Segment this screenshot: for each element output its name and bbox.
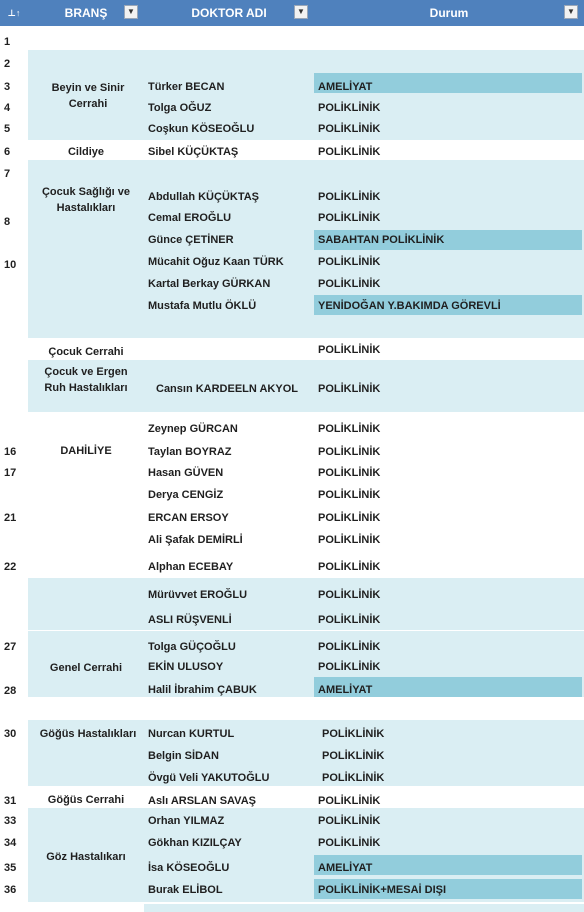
row-band xyxy=(28,578,584,630)
doktor-cell[interactable]: Coşkun KÖSEOĞLU xyxy=(148,123,255,135)
durum-cell[interactable]: SABAHTAN POLİKLİNİK xyxy=(318,234,445,246)
row-number[interactable]: 2 xyxy=(4,58,11,70)
brans-cell[interactable]: Çocuk ve Ergen Ruh Hastalıkları xyxy=(44,366,128,394)
durum-cell[interactable]: AMELİYAT xyxy=(318,684,373,696)
durum-cell[interactable]: POLİKLİNİK xyxy=(322,772,385,784)
row-number[interactable]: 36 xyxy=(4,884,17,896)
durum-cell[interactable]: POLİKLİNİK xyxy=(318,123,381,135)
row-number[interactable]: 21 xyxy=(4,512,17,524)
durum-cell[interactable]: POLİKLİNİK xyxy=(318,534,381,546)
doktor-cell[interactable]: EKİN ULUSOY xyxy=(148,661,224,673)
durum-cell[interactable]: POLİKLİNİK xyxy=(322,728,385,740)
durum-cell[interactable]: POLİKLİNİK xyxy=(318,589,381,601)
doktor-cell[interactable]: Aslı ARSLAN SAVAŞ xyxy=(148,795,256,807)
durum-cell[interactable]: POLİKLİNİK xyxy=(318,446,381,458)
row-number[interactable]: 5 xyxy=(4,123,11,135)
doktor-cell[interactable]: Orhan YILMAZ xyxy=(148,815,225,827)
brans-cell[interactable]: Cildiye xyxy=(67,146,105,158)
durum-cell[interactable]: POLİKLİNİK xyxy=(318,102,381,114)
durum-cell[interactable]: POLİKLİNİK xyxy=(322,750,385,762)
durum-cell[interactable]: POLİKLİNİK+MESAİ DIŞI xyxy=(318,884,447,896)
brans-cell[interactable]: Göz Hastalıkarı xyxy=(46,851,126,863)
doktor-cell[interactable]: Övgü Veli YAKUTOĞLU xyxy=(148,772,270,784)
doktor-cell[interactable]: Cemal EROĞLU xyxy=(148,212,232,224)
row-number[interactable]: 33 xyxy=(4,815,17,827)
brans-cell[interactable]: Genel Cerrahi xyxy=(49,662,123,674)
doktor-cell[interactable]: Taylan BOYRAZ xyxy=(148,446,232,458)
brans-cell[interactable]: DAHİLİYE xyxy=(60,445,112,457)
row-number[interactable]: 17 xyxy=(4,467,17,479)
durum-cell[interactable]: YENİDOĞAN Y.BAKIMDA GÖREVLİ xyxy=(318,300,501,312)
durum-cell[interactable]: POLİKLİNİK xyxy=(318,212,381,224)
durum-cell[interactable]: POLİKLİNİK xyxy=(318,561,381,573)
filter-dropdown-icon[interactable]: ▼ xyxy=(124,5,138,19)
column-label-durum: Durum xyxy=(429,6,469,20)
doktor-cell[interactable]: Tolga OĞUZ xyxy=(148,102,212,114)
doktor-cell[interactable]: Burak ELİBOL xyxy=(148,884,223,896)
durum-cell[interactable]: POLİKLİNİK xyxy=(318,795,381,807)
doktor-cell[interactable]: Günce ÇETİNER xyxy=(148,234,234,246)
doktor-cell[interactable]: Gökhan KIZILÇAY xyxy=(148,837,242,849)
row-number[interactable]: 34 xyxy=(4,837,17,849)
filter-dropdown-icon[interactable]: ▼ xyxy=(564,5,578,19)
row-number[interactable]: 8 xyxy=(4,216,11,228)
brans-cell[interactable]: Göğüs Hastalıkları xyxy=(39,728,137,740)
doktor-cell[interactable]: Nurcan KURTUL xyxy=(148,728,235,740)
column-label-brans: BRANŞ xyxy=(64,6,108,20)
row-number[interactable]: 6 xyxy=(4,146,11,158)
durum-cell[interactable]: AMELİYAT xyxy=(318,81,373,93)
row-number[interactable]: 3 xyxy=(4,81,11,93)
row-number[interactable]: 30 xyxy=(4,728,17,740)
durum-cell[interactable]: POLİKLİNİK xyxy=(318,641,381,653)
doktor-cell[interactable]: Sibel KÜÇÜKTAŞ xyxy=(148,146,239,158)
cell-divider xyxy=(28,549,142,550)
row-number[interactable]: 7 xyxy=(4,168,11,180)
doktor-cell[interactable]: Mücahit Oğuz Kaan TÜRK xyxy=(148,256,284,268)
doktor-cell[interactable]: Halil İbrahim ÇABUK xyxy=(148,684,257,696)
row-number[interactable]: 35 xyxy=(4,862,17,874)
doktor-cell[interactable]: Türker BECAN xyxy=(148,81,225,93)
doktor-cell[interactable]: Derya CENGİZ xyxy=(148,489,224,501)
durum-cell[interactable]: POLİKLİNİK xyxy=(318,344,381,356)
doktor-cell[interactable]: İsa KÖSEOĞLU xyxy=(148,862,230,874)
brans-cell[interactable]: Beyin ve Sinir Cerrahi xyxy=(51,82,125,110)
durum-cell[interactable]: POLİKLİNİK xyxy=(318,191,381,203)
row-number[interactable]: 16 xyxy=(4,446,17,458)
durum-cell[interactable]: POLİKLİNİK xyxy=(318,661,381,673)
durum-cell[interactable]: POLİKLİNİK xyxy=(318,423,381,435)
durum-cell[interactable]: POLİKLİNİK xyxy=(318,278,381,290)
durum-cell[interactable]: AMELİYAT xyxy=(318,862,373,874)
row-band xyxy=(144,904,584,912)
doktor-cell[interactable]: Ali Şafak DEMİRLİ xyxy=(148,534,243,546)
column-header-doktor[interactable] xyxy=(144,0,314,26)
brans-cell[interactable]: Çocuk Sağlığı ve Hastalıkları xyxy=(41,186,131,214)
row-number[interactable]: 27 xyxy=(4,641,17,653)
sort-filter-icon: ⊥↑ xyxy=(7,7,21,18)
row-header-corner[interactable] xyxy=(0,0,28,26)
brans-cell[interactable]: Çocuk Cerrahi xyxy=(48,346,124,358)
doktor-cell[interactable]: Mustafa Mutlu ÖKLÜ xyxy=(148,300,257,312)
durum-cell[interactable]: POLİKLİNİK xyxy=(318,467,381,479)
doktor-cell[interactable]: Hasan GÜVEN xyxy=(148,467,224,479)
doktor-cell[interactable]: Abdullah KÜÇÜKTAŞ xyxy=(148,191,260,203)
doktor-cell[interactable]: Mürüvvet EROĞLU xyxy=(148,589,248,601)
column-label-doktor: DOKTOR ADI xyxy=(191,6,267,20)
doktor-cell[interactable]: Kartal Berkay GÜRKAN xyxy=(148,278,271,290)
durum-cell[interactable]: POLİKLİNİK xyxy=(318,614,381,626)
filter-dropdown-icon[interactable]: ▼ xyxy=(294,5,308,19)
durum-cell[interactable]: POLİKLİNİK xyxy=(318,383,381,395)
row-number[interactable]: 4 xyxy=(4,102,11,114)
row-number[interactable]: 10 xyxy=(4,259,17,271)
doktor-cell[interactable]: Zeynep GÜRCAN xyxy=(148,423,238,435)
doktor-cell[interactable]: Tolga GÜÇOĞLU xyxy=(148,641,236,653)
row-number[interactable]: 22 xyxy=(4,561,17,573)
durum-cell[interactable]: POLİKLİNİK xyxy=(318,837,381,849)
durum-cell[interactable]: POLİKLİNİK xyxy=(318,256,381,268)
brans-cell[interactable]: Göğüs Cerrahi xyxy=(47,794,125,806)
doktor-cell[interactable]: ERCAN ERSOY xyxy=(148,512,229,524)
row-number[interactable]: 31 xyxy=(4,795,17,807)
doktor-cell[interactable]: Belgin SİDAN xyxy=(148,750,219,762)
durum-cell[interactable]: POLİKLİNİK xyxy=(318,815,381,827)
row-number[interactable]: 1 xyxy=(4,36,11,48)
durum-cell[interactable]: POLİKLİNİK xyxy=(318,512,381,524)
durum-cell[interactable]: POLİKLİNİK xyxy=(318,489,381,501)
doktor-cell[interactable]: Alphan ECEBAY xyxy=(148,561,234,573)
durum-cell[interactable]: POLİKLİNİK xyxy=(318,146,381,158)
column-header-durum[interactable] xyxy=(314,0,584,26)
row-number[interactable]: 28 xyxy=(4,685,17,697)
doktor-cell[interactable]: ASLI RÜŞVENLİ xyxy=(148,614,232,626)
doktor-cell[interactable]: Cansın KARDEELN AKYOL xyxy=(156,383,298,395)
cell-divider xyxy=(28,527,142,528)
